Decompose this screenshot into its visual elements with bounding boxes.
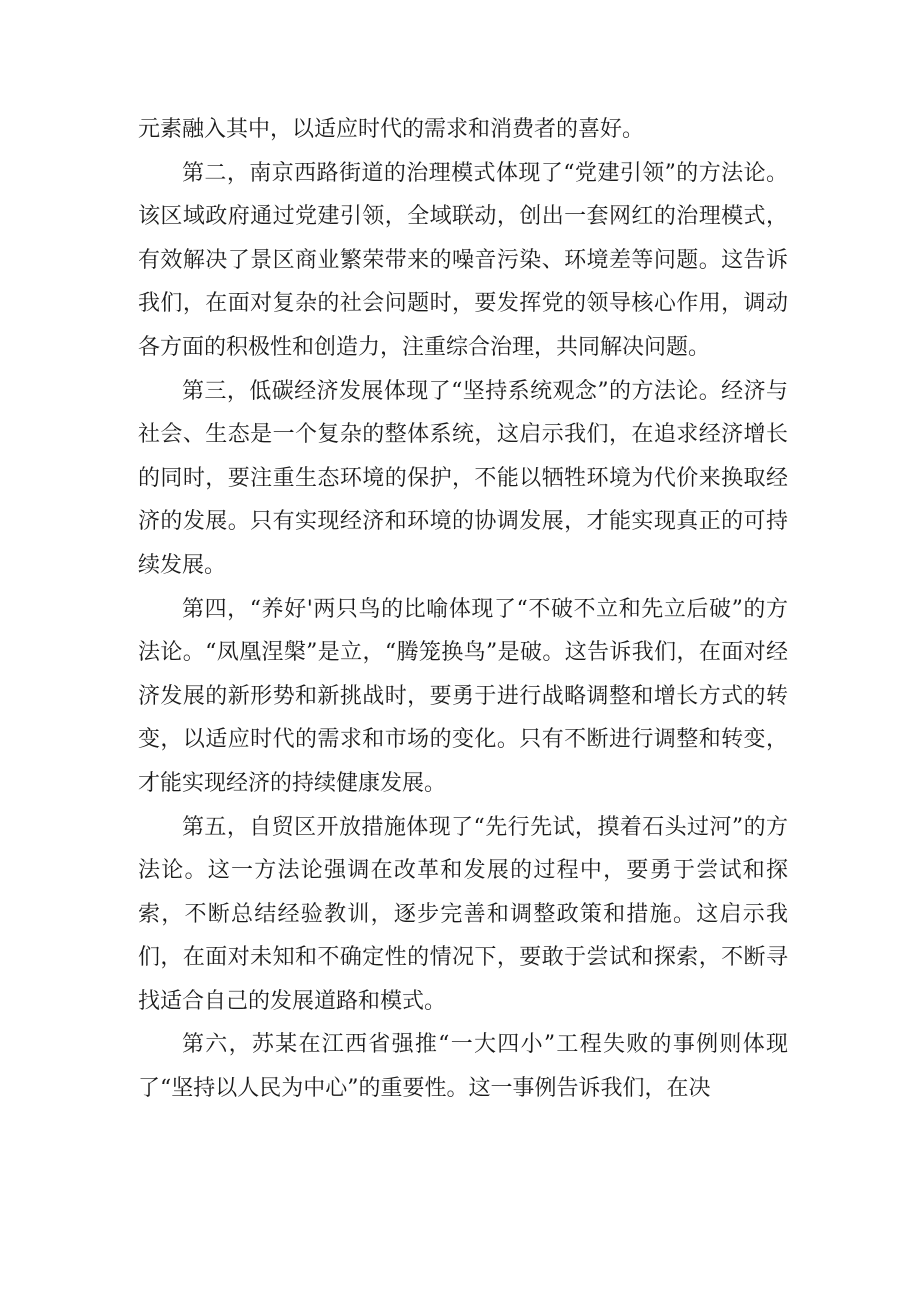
paragraph-third-point: 第三，低碳经济发展体现了“坚持系统观念”的方法论。经济与社会、生态是一个复杂的整体系统，这启示我们，在追求经济增长的同时，要注重生态环境的保护，不能以牺牲环境为代价来换取经济的发展。只有实现经济和环境的协调发展，才能实现真正的可持续发展。 <box>138 378 788 578</box>
paragraph-continuation: 元素融入其中，以适应时代的需求和消费者的喜好。 <box>138 117 645 142</box>
body-text <box>138 108 788 1111</box>
paragraph-second-point: 第二，南京西路街道的治理模式体现了“党建引领”的方法论。该区域政府通过党建引领，全域联动，创出一套网红的治理模式，有效解决了景区商业繁荣带来的噪音污染、环境差等问题。这告诉我们，在面对复杂的社会问题时，要发挥党的领导核心作用，调动各方面的积极性和创造力，注重综合治理，共同解决问题。 <box>138 160 788 360</box>
paragraph-sixth-point: 第六，苏某在江西省强推“一大四小”工程失败的事例则体现了“坚持以人民为中心”的重要性。这一事例告诉我们，在决 <box>138 1032 788 1102</box>
paragraph-fifth-point: 第五，自贸区开放措施体现了“先行先试，摸着石头过河”的方法论。这一方法论强调在改革和发展的过程中，要勇于尝试和探索，不断总结经验教训，逐步完善和调整政策和措施。这启示我们，在面对未知和不确定性的情况下，要敢于尝试和探索，不断寻找适合自己的发展道路和模式。 <box>138 814 788 1014</box>
paragraph-fourth-point: 第四，“养好'两只鸟的比喻体现了“不破不立和先立后破”的方法论。“凤凰涅槃”是立，“腾笼换鸟”是破。这告诉我们，在面对经济发展的新形势和新挑战时，要勇于进行战略调整和增长方式的转变，以适应时代的需求和市场的变化。只有不断进行调整和转变，才能实现经济的持续健康发展。 <box>138 596 788 796</box>
